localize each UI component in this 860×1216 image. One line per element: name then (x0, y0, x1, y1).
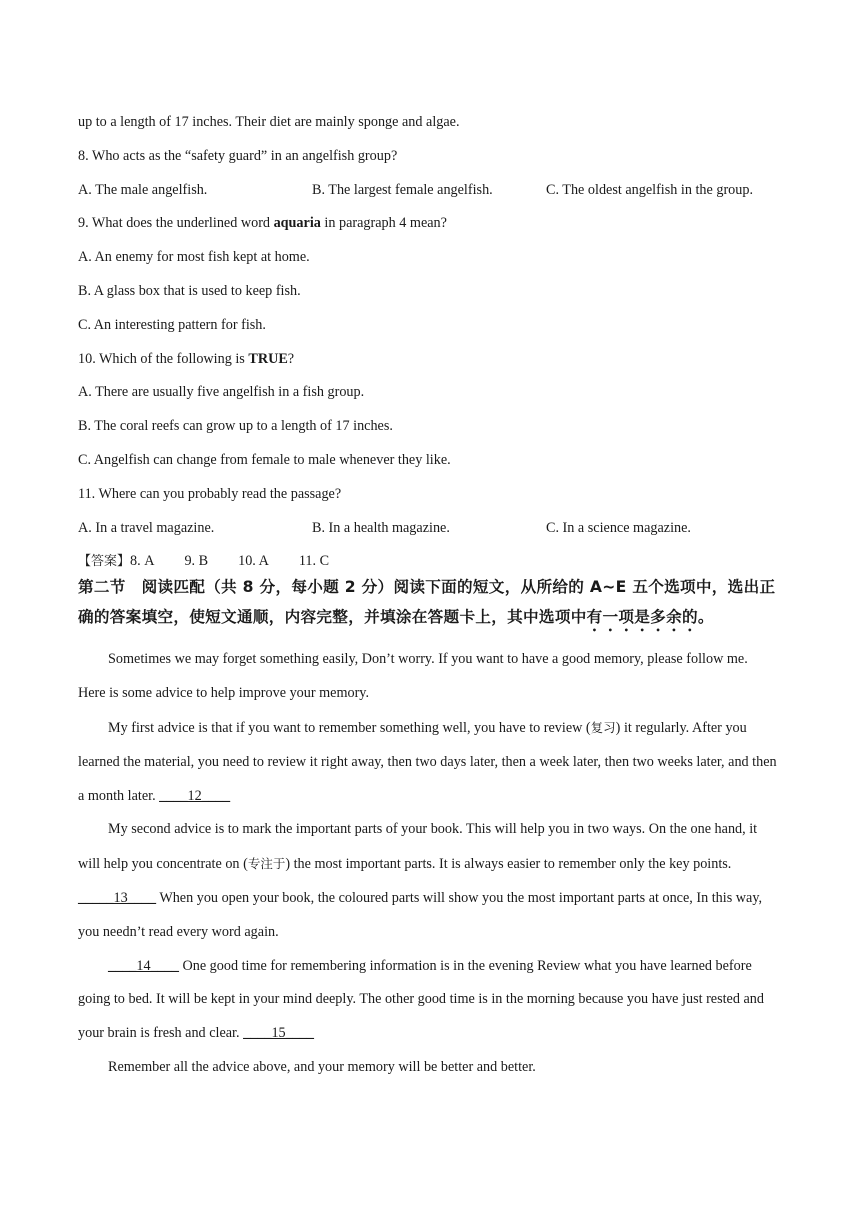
option-c: C. The oldest angelfish in the group. (546, 181, 754, 198)
blank-14[interactable]: ____14____ (108, 957, 179, 974)
document-page (78, 111, 778, 1085)
passage-tail: up to a length of 17 inches. Their diet are mainly sponge and algae. (78, 114, 460, 130)
question-9-option-c: C. An interesting pattern for fish. (78, 316, 266, 333)
blank-15[interactable]: ____15____ (243, 1025, 315, 1042)
option-a: A. In a travel magazine. (78, 519, 215, 536)
keyword-true: TRUE (248, 350, 288, 367)
answer-9: 9. B (184, 553, 209, 570)
blank-12[interactable]: ____12____ (159, 787, 231, 804)
question-10-option-b: B. The coral reefs can grow up to a length of 17 inches. (78, 418, 393, 435)
question-8-options (78, 179, 778, 213)
option-a: A. The male angelfish. (78, 181, 208, 198)
paragraph-3: My second advice is to mark the important parts of your book. This will help you in two ways. On the one hand, it will help you concentrate on (专注于) the most important parts. It is always easier to remember only the key points. _____13____ When you open your book, the coloured parts will show you the most important parts at once, In this way, you needn’t read every word again. (78, 821, 763, 940)
question-8-stem: 8. Who acts as the “safety guard” in an angelfish group? (78, 147, 398, 164)
paragraph-1: Sometimes we may forget something easily, Don’t worry. If you want to have a good memory, please follow me. Here is some advice to help improve your memory. (78, 651, 748, 702)
paragraph-2: My first advice is that if you want to remember something well, you have to review (复习) it regularly. After you learned the material, you need to review it right away, then two days later, then a week later, then two weeks later, and then a month later. ____12____ (78, 719, 777, 804)
emphasized-text: 有一项是多余的 (586, 608, 698, 627)
answer-8: 8. A (130, 553, 155, 570)
question-10-option-c: C. Angelfish can change from female to male whenever they like. (78, 451, 451, 468)
blank-13[interactable]: _____13____ (78, 889, 157, 906)
question-9-option-b: B. A glass box that is used to keep fish. (78, 282, 301, 299)
answer-tag: 【答案】 (78, 554, 131, 570)
question-9-option-a: A. An enemy for most fish kept at home. (78, 249, 310, 266)
option-c: C. In a science magazine. (546, 519, 691, 536)
question-10-stem: 10. Which of the following is TRUE? (78, 350, 295, 367)
paragraph-5: Remember all the advice above, and your memory will be better and better. (108, 1058, 536, 1075)
question-11-options (78, 517, 778, 551)
option-b: B. In a health magazine. (312, 519, 450, 536)
question-9-stem: 9. What does the underlined word aquaria in paragraph 4 mean? (78, 215, 447, 232)
answer-10: 10. A (238, 553, 269, 570)
answer-11: 11. C (298, 553, 330, 570)
question-10-option-a: A. There are usually five angelfish in a fish group. (78, 384, 365, 401)
keyword-aquaria: aquaria (273, 215, 321, 232)
paragraph-4: ____14____ One good time for remembering information is in the evening Review what you have learned before going to bed. It will be kept in your mind deeply. The other good time is in the morning because you have just rested and your brain is fresh and clear. ____15____ (78, 957, 764, 1042)
option-b: B. The largest female angelfish. (312, 181, 493, 198)
question-11-stem: 11. Where can you probably read the passage? (78, 485, 342, 502)
section-heading: 第二节 阅读匹配（共 8 分，每小题 2 分）阅读下面的短文，从所给的 A~E 五个选项中，选出正确的答案填空，使短文通顺，内容完整，并填涂在答题卡上，其中选项中有一项是多余的。 (78, 578, 776, 627)
